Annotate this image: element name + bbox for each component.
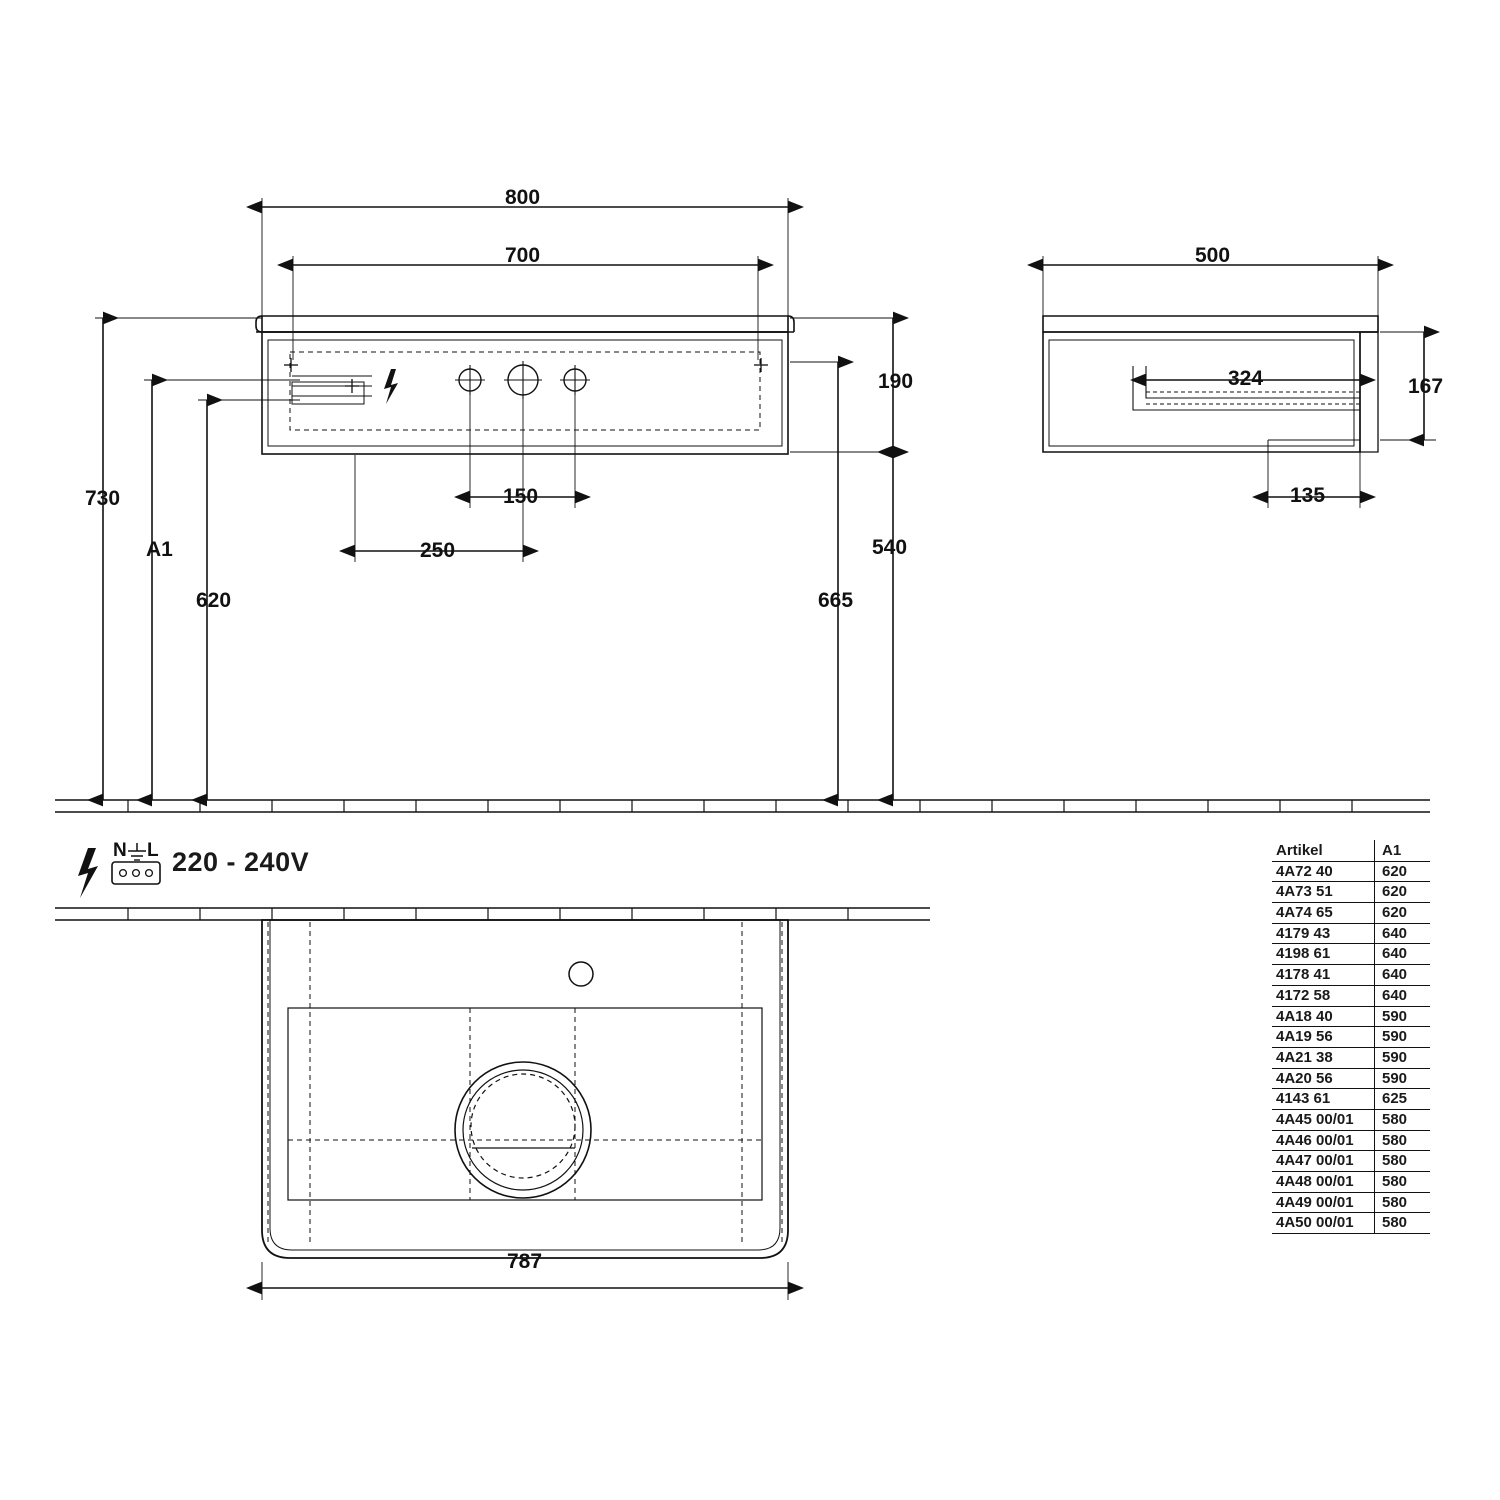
cell-a1: 620 [1375,882,1431,903]
cell-artikel: 4A74 65 [1272,903,1375,924]
table-row [1272,1172,1430,1193]
article-a1-table [1272,840,1430,1234]
cell-a1: 620 [1375,861,1431,882]
table-row [1272,944,1430,965]
cell-artikel: 4A47 00/01 [1272,1151,1375,1172]
table-row [1272,1192,1430,1213]
cell-artikel: 4A20 56 [1272,1068,1375,1089]
table-row [1272,965,1430,986]
table-row [1272,1213,1430,1234]
table-row [1272,1047,1430,1068]
dim-label-500: 500 [1195,244,1231,267]
dim-label-800: 800 [505,186,541,209]
table-header-row [1272,840,1430,861]
cell-a1: 625 [1375,1089,1431,1110]
cell-a1: 640 [1375,985,1431,1006]
cell-artikel: 4A50 00/01 [1272,1213,1375,1234]
dim-label-167: 167 [1408,375,1444,398]
terminal-label-l: L [147,840,159,861]
cell-a1: 640 [1375,965,1431,986]
cell-a1: 580 [1375,1213,1431,1234]
cell-a1: 620 [1375,903,1431,924]
cell-artikel: 4A72 40 [1272,861,1375,882]
table-row [1272,923,1430,944]
table-body [1272,861,1430,1233]
dim-label-730: 730 [85,487,121,510]
cell-artikel: 4178 41 [1272,965,1375,986]
cell-a1: 640 [1375,923,1431,944]
cell-a1: 580 [1375,1130,1431,1151]
dim-label-787: 787 [507,1250,543,1273]
cell-artikel: 4A73 51 [1272,882,1375,903]
dim-label-150: 150 [503,485,539,508]
cell-a1: 590 [1375,1068,1431,1089]
cell-a1: 580 [1375,1109,1431,1130]
table-row [1272,903,1430,924]
table-row [1272,882,1430,903]
dim-label-a1: A1 [146,538,173,561]
table-header-a1: A1 [1375,840,1431,861]
terminal-label-n: N [113,840,127,861]
dim-label-250: 250 [420,539,456,562]
dim-label-620: 620 [196,589,232,612]
cell-artikel: 4A46 00/01 [1272,1130,1375,1151]
cell-artikel: 4172 58 [1272,985,1375,1006]
cell-artikel: 4179 43 [1272,923,1375,944]
table-header-artikel: Artikel [1272,840,1375,861]
cell-artikel: 4A48 00/01 [1272,1172,1375,1193]
cell-artikel: 4A18 40 [1272,1006,1375,1027]
cell-artikel: 4A45 00/01 [1272,1109,1375,1130]
table-row [1272,1089,1430,1110]
table-row [1272,1027,1430,1048]
cell-a1: 580 [1375,1172,1431,1193]
dim-label-135: 135 [1290,484,1326,507]
table-row [1272,1006,1430,1027]
cell-a1: 590 [1375,1006,1431,1027]
dim-label-665: 665 [818,589,854,612]
cell-artikel: 4198 61 [1272,944,1375,965]
table-row [1272,861,1430,882]
cell-a1: 580 [1375,1151,1431,1172]
table-row [1272,1109,1430,1130]
dim-label-540: 540 [872,536,908,559]
cell-artikel: 4A21 38 [1272,1047,1375,1068]
cell-a1: 590 [1375,1027,1431,1048]
table-row [1272,1068,1430,1089]
cell-a1: 580 [1375,1192,1431,1213]
voltage-label: 220 - 240V [172,847,310,877]
dim-label-700: 700 [505,244,541,267]
cell-a1: 590 [1375,1047,1431,1068]
dim-label-190: 190 [878,370,914,393]
cell-artikel: 4A49 00/01 [1272,1192,1375,1213]
table-row [1272,1130,1430,1151]
cell-a1: 640 [1375,944,1431,965]
cell-artikel: 4A19 56 [1272,1027,1375,1048]
table-row [1272,985,1430,1006]
table-row [1272,1151,1430,1172]
dim-label-324: 324 [1228,367,1264,390]
cell-artikel: 4143 61 [1272,1089,1375,1110]
